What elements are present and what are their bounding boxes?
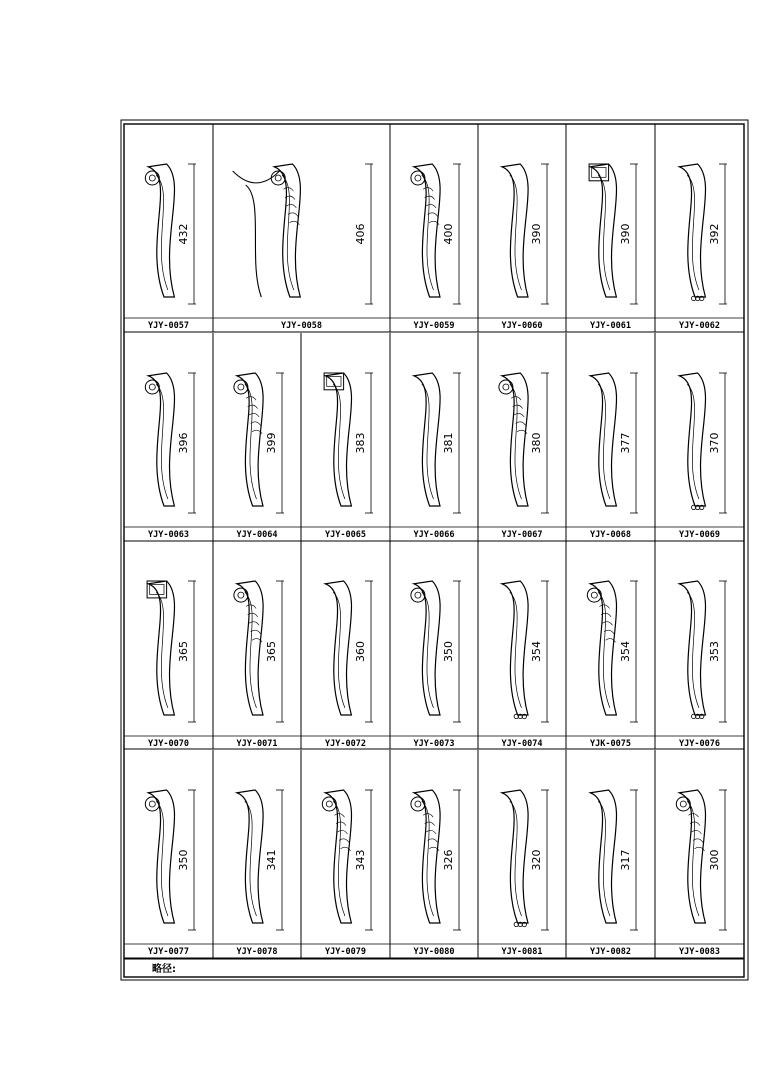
leg-leaf-carving	[286, 204, 296, 208]
product-cell	[679, 164, 727, 331]
leg-scroll-curl	[499, 380, 513, 394]
product-cell	[234, 373, 284, 540]
product-cell	[590, 790, 638, 957]
product-cell	[502, 164, 549, 331]
dimension-value: 390	[530, 223, 543, 245]
product-code: YJY-0078	[236, 947, 278, 957]
leg-scroll-curl	[587, 588, 601, 602]
leg-leaf-carving	[251, 422, 261, 426]
leg-leaf-carving	[428, 839, 438, 843]
leg-leaf-carving	[514, 413, 524, 417]
leg-scroll-center	[415, 592, 421, 598]
dimension-value: 392	[708, 223, 721, 245]
product-code: YJY-0057	[148, 321, 189, 331]
leg-leaf-carving	[249, 413, 259, 417]
leg-scroll-curl	[145, 797, 159, 811]
product-code: YJY-0073	[413, 739, 455, 749]
dimension-value: 365	[265, 641, 278, 662]
dimension-value: 400	[442, 223, 455, 245]
product-code: YJY-0062	[679, 321, 720, 331]
leg-leaf-carving	[339, 839, 349, 843]
dimension-value: 354	[619, 641, 632, 662]
product-code: YJY-0082	[590, 947, 631, 957]
leg-scroll-center	[149, 175, 155, 181]
product-cell	[237, 790, 284, 957]
leg-leaf-carving	[338, 830, 348, 834]
product-cell	[234, 581, 284, 749]
product-code: YJY-0077	[148, 947, 189, 957]
dimension-value: 350	[177, 849, 190, 871]
dimension-value: 390	[619, 223, 632, 245]
leg-scroll-center	[680, 801, 686, 807]
product-cell	[233, 164, 373, 331]
catalog-row	[124, 124, 744, 332]
product-cell	[679, 373, 727, 540]
dimension-value: 370	[708, 432, 721, 454]
catalog-row	[124, 541, 744, 749]
leg-scroll-center	[415, 175, 421, 181]
leg-scroll-center	[415, 801, 421, 807]
product-code: YJY-0065	[325, 530, 366, 540]
dimension-value: 380	[530, 432, 543, 454]
leg-scroll-curl	[145, 171, 159, 185]
leg-scroll-curl	[676, 797, 690, 811]
leg-leaf-carving	[426, 204, 436, 208]
leg-scroll-center	[238, 384, 244, 390]
product-code: YJK-0075	[590, 739, 631, 749]
footer-label: 略径:	[152, 964, 176, 975]
product-code: YJY-0066	[413, 530, 455, 540]
product-code: YJY-0069	[679, 530, 720, 540]
product-cell	[147, 581, 196, 749]
leg-scroll-center	[149, 801, 155, 807]
product-code: YJY-0072	[325, 739, 366, 749]
product-code: YJY-0080	[413, 947, 455, 957]
catalog-grid	[124, 124, 744, 958]
leg-scroll-center	[275, 175, 281, 181]
dimension-value: 320	[530, 849, 543, 871]
leg-leaf-carving	[426, 830, 436, 834]
leg-leaf-carving	[693, 839, 703, 843]
product-code: YJY-0060	[501, 321, 543, 331]
dimension-value: 406	[354, 223, 367, 245]
dimension-value: 396	[177, 432, 190, 454]
product-cell	[322, 790, 373, 957]
leg-scroll-center	[591, 592, 597, 598]
leg-leaf-carving	[428, 213, 438, 217]
product-code: YJY-0061	[590, 321, 631, 331]
product-cell	[145, 790, 196, 957]
dimension-value: 399	[265, 432, 278, 454]
product-cell	[676, 790, 727, 957]
leg-scroll-curl	[322, 797, 336, 811]
dimension-value: 300	[708, 849, 721, 871]
product-code: YJY-0067	[501, 530, 543, 540]
leg-leaf-carving	[251, 630, 261, 634]
leg-scroll-center	[326, 801, 332, 807]
product-code: YJY-0076	[679, 739, 720, 749]
product-code: YJY-0063	[148, 530, 189, 540]
dimension-value: 350	[442, 641, 455, 662]
leg-scroll-center	[238, 592, 244, 598]
leg-scroll-curl	[145, 380, 159, 394]
product-cell	[145, 373, 196, 540]
dimension-value: 360	[354, 641, 367, 662]
product-code: YJY-0081	[501, 947, 543, 957]
product-code: YJY-0083	[679, 947, 720, 957]
dimension-value: 354	[530, 641, 543, 662]
product-cell	[414, 373, 461, 540]
product-code: YJY-0071	[236, 739, 278, 749]
product-cell	[145, 164, 196, 331]
leg-scroll-curl	[411, 171, 425, 185]
leg-leaf-carving	[603, 622, 613, 626]
dimension-value: 341	[265, 849, 278, 871]
product-cell	[499, 373, 549, 540]
outer-border	[121, 120, 748, 980]
catalog-row	[124, 333, 744, 541]
product-code: YJY-0058	[281, 321, 322, 331]
leg-scroll-curl	[271, 171, 285, 185]
product-cell	[502, 581, 549, 749]
dimension-value: 377	[619, 432, 632, 454]
product-cell	[679, 581, 727, 749]
product-cell	[411, 581, 461, 749]
product-cell	[411, 164, 461, 331]
leg-scroll-curl	[411, 588, 425, 602]
product-cell	[324, 373, 373, 540]
leg-scroll-center	[149, 384, 155, 390]
leg-leaf-carving	[604, 630, 614, 634]
product-code: YJY-0074	[501, 739, 543, 749]
dimension-value: 326	[442, 849, 455, 871]
product-cell	[589, 164, 638, 331]
product-cell	[325, 581, 373, 749]
leg-leaf-carving	[516, 422, 526, 426]
leg-scroll-center	[503, 384, 509, 390]
product-cell	[587, 581, 638, 749]
leg-leaf-carving	[692, 830, 702, 834]
product-code: YJY-0079	[325, 947, 366, 957]
dimension-value: 383	[354, 432, 367, 454]
catalog-row	[124, 750, 744, 958]
product-code: YJY-0070	[148, 739, 189, 749]
dimension-value: 365	[177, 641, 190, 662]
leg-leaf-carving	[249, 622, 259, 626]
dimension-value: 343	[354, 849, 367, 871]
product-code: YJY-0064	[236, 530, 278, 540]
inner-border	[124, 124, 744, 977]
dimension-value: 432	[177, 223, 190, 245]
product-code: YJY-0068	[590, 530, 631, 540]
leg-front-outline	[246, 185, 262, 297]
leg-scroll-curl	[234, 588, 248, 602]
product-cell	[411, 790, 461, 957]
product-code: YJY-0059	[413, 321, 455, 331]
dimension-value: 353	[708, 641, 721, 662]
product-cell	[590, 373, 638, 540]
dimension-value: 317	[619, 849, 632, 871]
leg-scroll-curl	[411, 797, 425, 811]
leg-leaf-carving	[288, 213, 298, 217]
dimension-value: 381	[442, 432, 455, 454]
product-cell	[502, 790, 549, 957]
leg-scroll-curl	[234, 380, 248, 394]
